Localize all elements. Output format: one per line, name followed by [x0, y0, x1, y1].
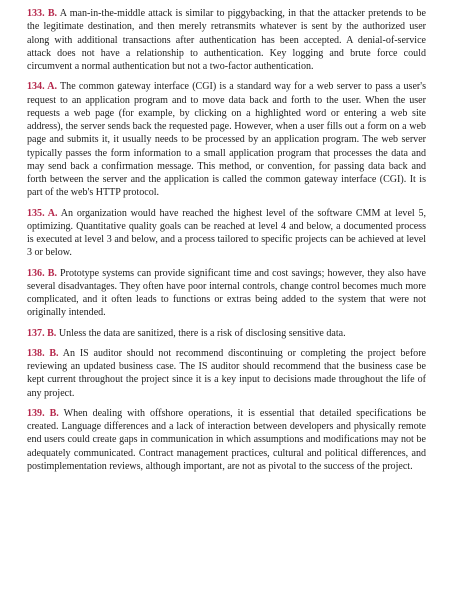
answer-139	[27, 407, 426, 473]
answer-text: Unless the data are sanitized, there is a risk of disclosing sensitive data.	[58, 327, 346, 339]
answer-133	[27, 7, 426, 73]
answer-138	[27, 347, 426, 400]
answer-text: The common gateway interface (CGI) is a standard way for a web server to pass a user's request to an application program and to move data back and forth to the user. When the user requests a web page (for example, by clicking on a highlighted word or entering a web site address), the server sends back the requested page. However, when a user fills out a form on a web page and submits it, it usually needs to be processed by an application program. The web server typically passes the form information to a small application program that processes the data and may send back a confirmation message. This method, or convention, for passing data back and forth between the server and the application is called the common gateway interface (CGI). It is part of the web's HTTP protocol.	[27, 81, 426, 199]
answer-number: 135. A.	[27, 207, 58, 219]
answer-134	[27, 80, 426, 199]
answer-137	[27, 327, 426, 340]
answer-text: Prototype systems can provide significant time and cost savings; however, they also have several disadvantages. They often have poor internal controls, change control becomes much more complicated, and it often leads to functions or extras being added to the system that were not originally intended.	[27, 267, 427, 319]
answer-text: A man-in-the-middle attack is similar to piggybacking, in that the attacker pretends to be the legitimate destination, and then merely retransmits whatever is sent by the authorized user along with additional transactions after authentication has been accepted. A denial-of-service attack does not have a relationship to authentication. Key logging and brute force could circumvent a normal authentication but not a two-factor authentication.	[27, 8, 426, 72]
answer-number: 139. B.	[27, 407, 59, 419]
answer-number: 138. B.	[27, 347, 59, 359]
answer-number: 134. A.	[27, 81, 57, 93]
answer-explanations-page	[27, 7, 426, 480]
answer-number: 133. B.	[27, 8, 58, 19]
answer-135	[27, 207, 426, 260]
answer-number: 136. B.	[27, 267, 57, 279]
answer-text: An organization would have reached the highest level of the software CMM at level 5, optimizing. Quantitative quality goals can be reached at level 4 and below, a documented process is executed at level 3 and below, and a process tailored to specific projects can be achieved at level 3 or below.	[27, 207, 426, 259]
answer-136	[27, 267, 426, 320]
answer-number: 137. B.	[27, 327, 57, 339]
answer-text: When dealing with offshore operations, it is essential that detailed specifications be created. Language differences and a lack of interaction between developers and physically remote end users could create gaps in communication in which assumptions and modifications may not be adequately communicated. Contract management practices, cultural and political differences, and postimplementation reviews, although important, are not as pivotal to the success of the project.	[27, 407, 426, 472]
answer-text: An IS auditor should not recommend discontinuing or completing the project before reviewing an updated business case. The IS auditor should recommend that the business case be kept current throughout the project since it is a key input to decisions made throughout the life of any project.	[27, 347, 426, 399]
